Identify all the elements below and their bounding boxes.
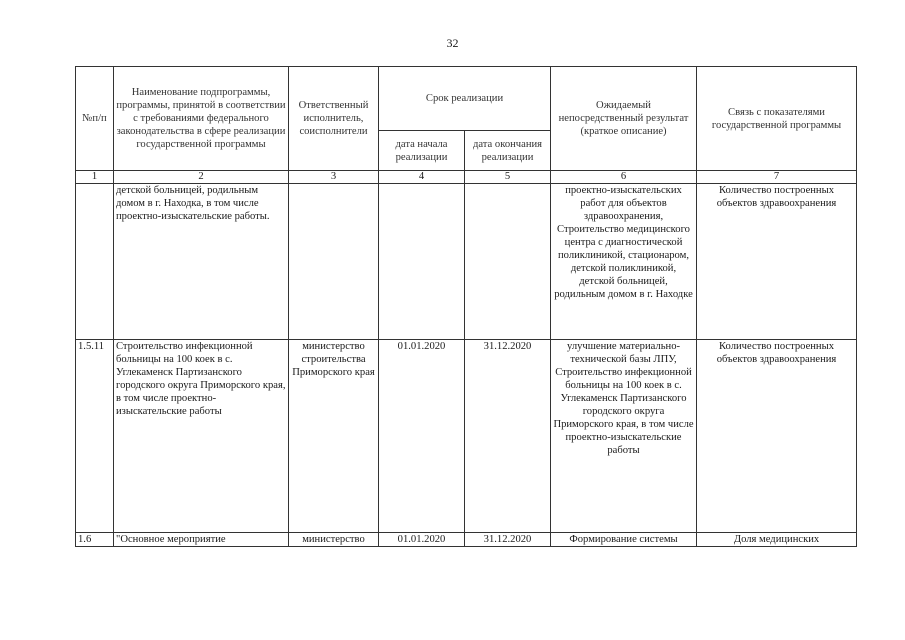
- row-start-date: [379, 184, 465, 340]
- program-table: [75, 66, 857, 547]
- column-number: 5: [465, 171, 551, 184]
- header-end-date: дата окончания реализации: [465, 131, 551, 171]
- header-executor: Ответственный исполнитель, соисполнители: [289, 67, 379, 171]
- row-end-date: [465, 184, 551, 340]
- header-start-date: дата начала реализации: [379, 131, 465, 171]
- row-result: Формирование системы: [551, 533, 697, 547]
- column-number: 4: [379, 171, 465, 184]
- row-num: [76, 184, 114, 340]
- row-link: Количество построенных объектов здравоохранения: [697, 184, 857, 340]
- row-name: Строительство инфекционной больницы на 100 коек в с. Углекаменск Партизанского городского округа Приморского края, в том числе проектно-изыскательские работы: [114, 340, 289, 533]
- row-executor: министерство: [289, 533, 379, 547]
- row-result: проектно-изыскательских работ для объектов здравоохранения, Строительство медицинского центра с диагностической поликлиникой, стационаром, детской поликлиникой, детской больницей, родильным домом в г. Находке: [551, 184, 697, 340]
- row-executor: [289, 184, 379, 340]
- table-row: [76, 533, 857, 547]
- header-term: Срок реализации: [379, 67, 551, 131]
- column-number: 2: [114, 171, 289, 184]
- row-link: Доля медицинских: [697, 533, 857, 547]
- header-name: Наименование подпрограммы, программы, принятой в соответствии с требованиями федерального законодательства в сфере реализации государственной программы: [114, 67, 289, 171]
- header-link: Связь с показателями государственной программы: [697, 67, 857, 171]
- page-number: 32: [446, 36, 459, 50]
- row-executor: министерство строительства Приморского края: [289, 340, 379, 533]
- header-result: Ожидаемый непосредственный результат (краткое описание): [551, 67, 697, 171]
- row-start-date: 01.01.2020: [379, 533, 465, 547]
- column-number: 3: [289, 171, 379, 184]
- row-num: 1.5.11: [76, 340, 114, 533]
- row-link: Количество построенных объектов здравоохранения: [697, 340, 857, 533]
- row-name: детской больницей, родильным домом в г. Находка, в том числе проектно-изыскательские работы.: [114, 184, 289, 340]
- row-name: "Основное мероприятие: [114, 533, 289, 547]
- row-result: улучшение материально-технической базы ЛПУ, Строительство инфекционной больницы на 100 коек в с. Углекаменск Партизанского городского округа Приморского края, в том числе проектно-изыскательские работы: [551, 340, 697, 533]
- column-number: 7: [697, 171, 857, 184]
- row-end-date: 31.12.2020: [465, 340, 551, 533]
- table-row: [76, 340, 857, 533]
- table-row: [76, 184, 857, 340]
- column-number: 6: [551, 171, 697, 184]
- row-start-date: 01.01.2020: [379, 340, 465, 533]
- column-number: 1: [76, 171, 114, 184]
- header-num: №п/п: [76, 67, 114, 171]
- row-num: 1.6: [76, 533, 114, 547]
- row-end-date: 31.12.2020: [465, 533, 551, 547]
